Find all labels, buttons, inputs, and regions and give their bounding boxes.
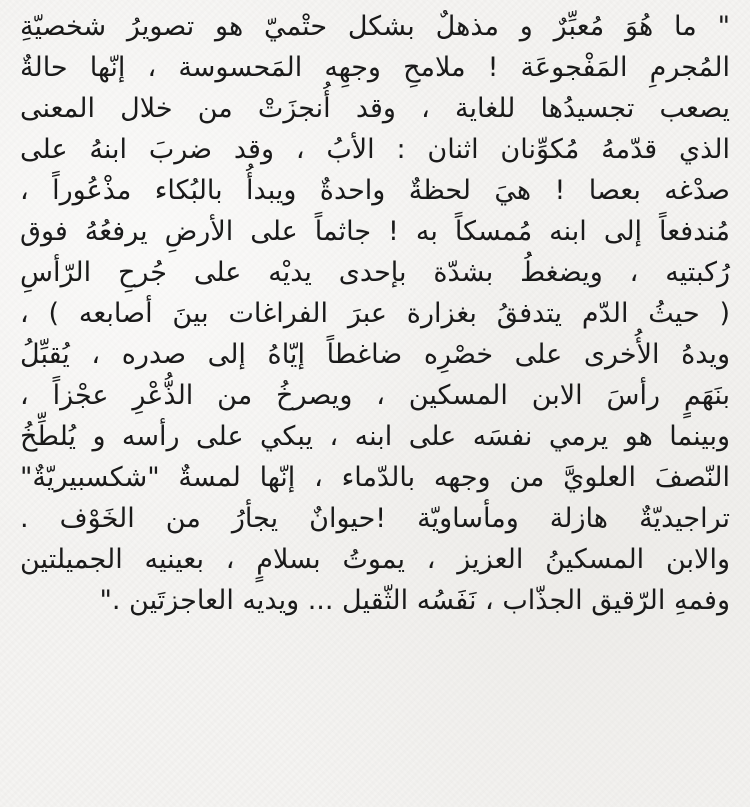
text-line: وبينما هو يرمي نفسَه على ابنه ، يبكي على رأسه و يُلطِّخُ xyxy=(20,421,730,452)
text-line: النّصفَ العلويَّ من وجهه بالدّماء ، إنّها لمسةٌ "شكسبيريّةٌ" xyxy=(20,462,730,493)
text-line: مُندفعاً إلى ابنه مُمسكاً به ! جاثماً على الأرضِ يرفعُهُ فوق xyxy=(20,216,730,247)
text-line: تراجيديّةٌ هازلة ومأساويّة !حيوانٌ يجأرُ من الخَوْف . xyxy=(20,503,730,534)
text-line: " ما هُوَ مُعبِّرٌ و مذهلٌ بشكل حتْميّ هو تصويرُ شخصيّةِ xyxy=(20,11,730,42)
text-line: يصعب تجسيدُها للغاية ، وقد أُنجزَتْ من خلال المعنى xyxy=(20,93,730,124)
quoted-text xyxy=(20,6,730,621)
text-line: والابن المسكينُ العزيز ، يموتُ بسلامٍ ، بعينيه الجميلتين xyxy=(20,544,730,575)
text-line: بنَهَمٍ رأسَ الابن المسكين ، ويصرخُ من الذُّعْرِ عجْزاً ، xyxy=(20,380,730,411)
text-line: رُكبتيه ، ويضغطُ بشدّة بإحدى يديْه على جُرحِ الرّأسِ xyxy=(20,257,730,288)
text-line: صدْغه بعصا ! هيَ لحظةٌ واحدةٌ ويبدأُ بالبُكاء مذْعُوراً ، xyxy=(20,175,730,206)
text-line: المُجرمِ المَفْجوعَة ! ملامحِ وجهِه المَحسوسة ، إنّها حالةٌ xyxy=(20,52,730,83)
text-line: ويدهُ الأُخرى على خصْرِه ضاغطاً إيّاهُ إلى صدره ، يُقبِّلُ xyxy=(20,339,730,370)
text-line: الذي قدّمهُ مُكوِّنان اثنان : الأبُ ، وقد ضربَ ابنهُ على xyxy=(20,134,730,165)
text-line: وفمهِ الرّقيق الجذّاب ، نَفَسُه الثّقيل ... ويديه العاجزتَين ." xyxy=(99,585,730,616)
text-line: ( حيثُ الدّم يتدفقُ بغزارة عبرَ الفراغات بينَ أصابعه ) ، xyxy=(20,298,730,329)
